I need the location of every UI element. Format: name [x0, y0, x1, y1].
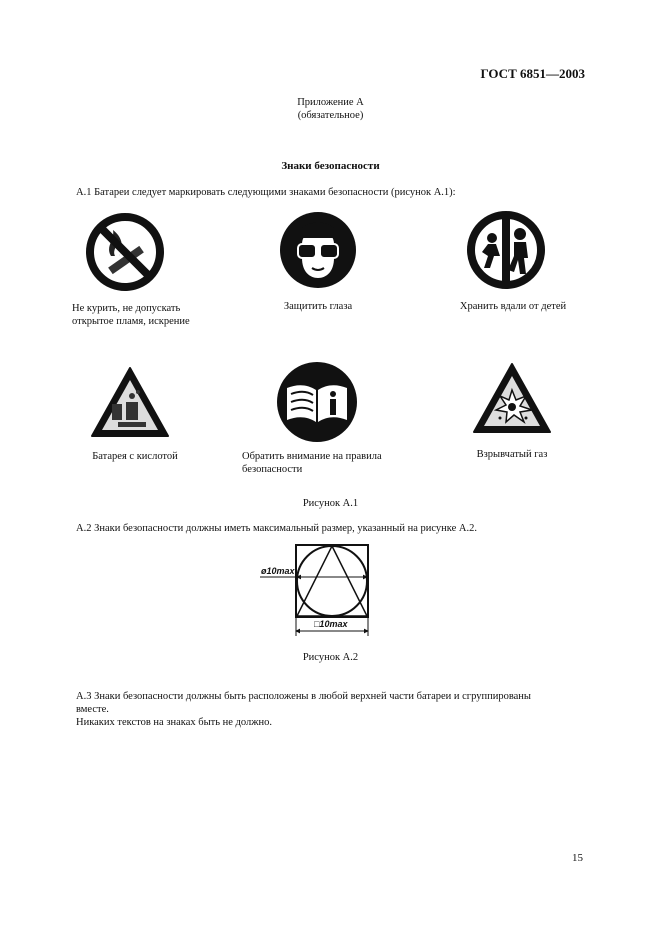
sign-caption-no-smoking [72, 302, 222, 328]
standard-header: ГОСТ 6851—2003 [480, 66, 585, 81]
caption-line: Батарея с кислотой [92, 451, 178, 462]
annex-title: Приложение А [297, 97, 364, 108]
caption-line: Не курить, не допускать [72, 303, 181, 314]
sign-caption-explosive-gas [437, 448, 587, 461]
keep-away-from-children-icon [466, 210, 546, 290]
no-smoking-no-flame-icon [85, 212, 165, 292]
sign-caption-eye-protection [243, 300, 393, 313]
diameter-label: ø10max [261, 566, 295, 576]
caption-line: Защитить глаза [283, 301, 353, 312]
caption-line: открытое пламя, искрение [72, 316, 190, 327]
caption-line: безопасности [242, 464, 303, 475]
read-instructions-icon [275, 360, 359, 444]
paragraph-a3-line2: вместе. [76, 704, 109, 715]
acid-battery-icon [88, 364, 172, 440]
sign-caption-read-instructions [242, 450, 412, 476]
figure-a2-caption: Рисунок А.2 [302, 652, 359, 663]
section-title: Знаки безопасности [281, 160, 380, 172]
explosive-gas-icon [470, 360, 554, 436]
caption-line: Хранить вдали от детей [459, 301, 567, 312]
caption-line: Взрывчатый газ [476, 449, 548, 460]
paragraph-a1: А.1 Батареи следует маркировать следующими знаками безопасности (рисунок А.1): [76, 187, 456, 198]
square-size-label: □10max [314, 619, 348, 629]
eye-protection-icon [278, 210, 358, 290]
paragraph-a4: Никаких текстов на знаках быть не должно. [76, 717, 272, 728]
figure-a1-caption: Рисунок А.1 [302, 498, 359, 509]
sign-caption-acid-battery [60, 450, 210, 463]
sign-caption-keep-away-children [438, 300, 588, 313]
caption-line: Обратить внимание на правила [242, 451, 382, 462]
paragraph-a3 [76, 690, 588, 716]
paragraph-a2: А.2 Знаки безопасности должны иметь максимальный размер, указанный на рисунке А.2. [76, 523, 477, 534]
paragraph-a3-line1: А.3 Знаки безопасности должны быть расположены в любой верхней части батареи и сгруппированы [76, 691, 531, 702]
annex-heading [0, 96, 661, 122]
size-diagram [256, 540, 376, 640]
annex-status: (обязательное) [297, 110, 364, 121]
page-number: 15 [572, 852, 583, 864]
